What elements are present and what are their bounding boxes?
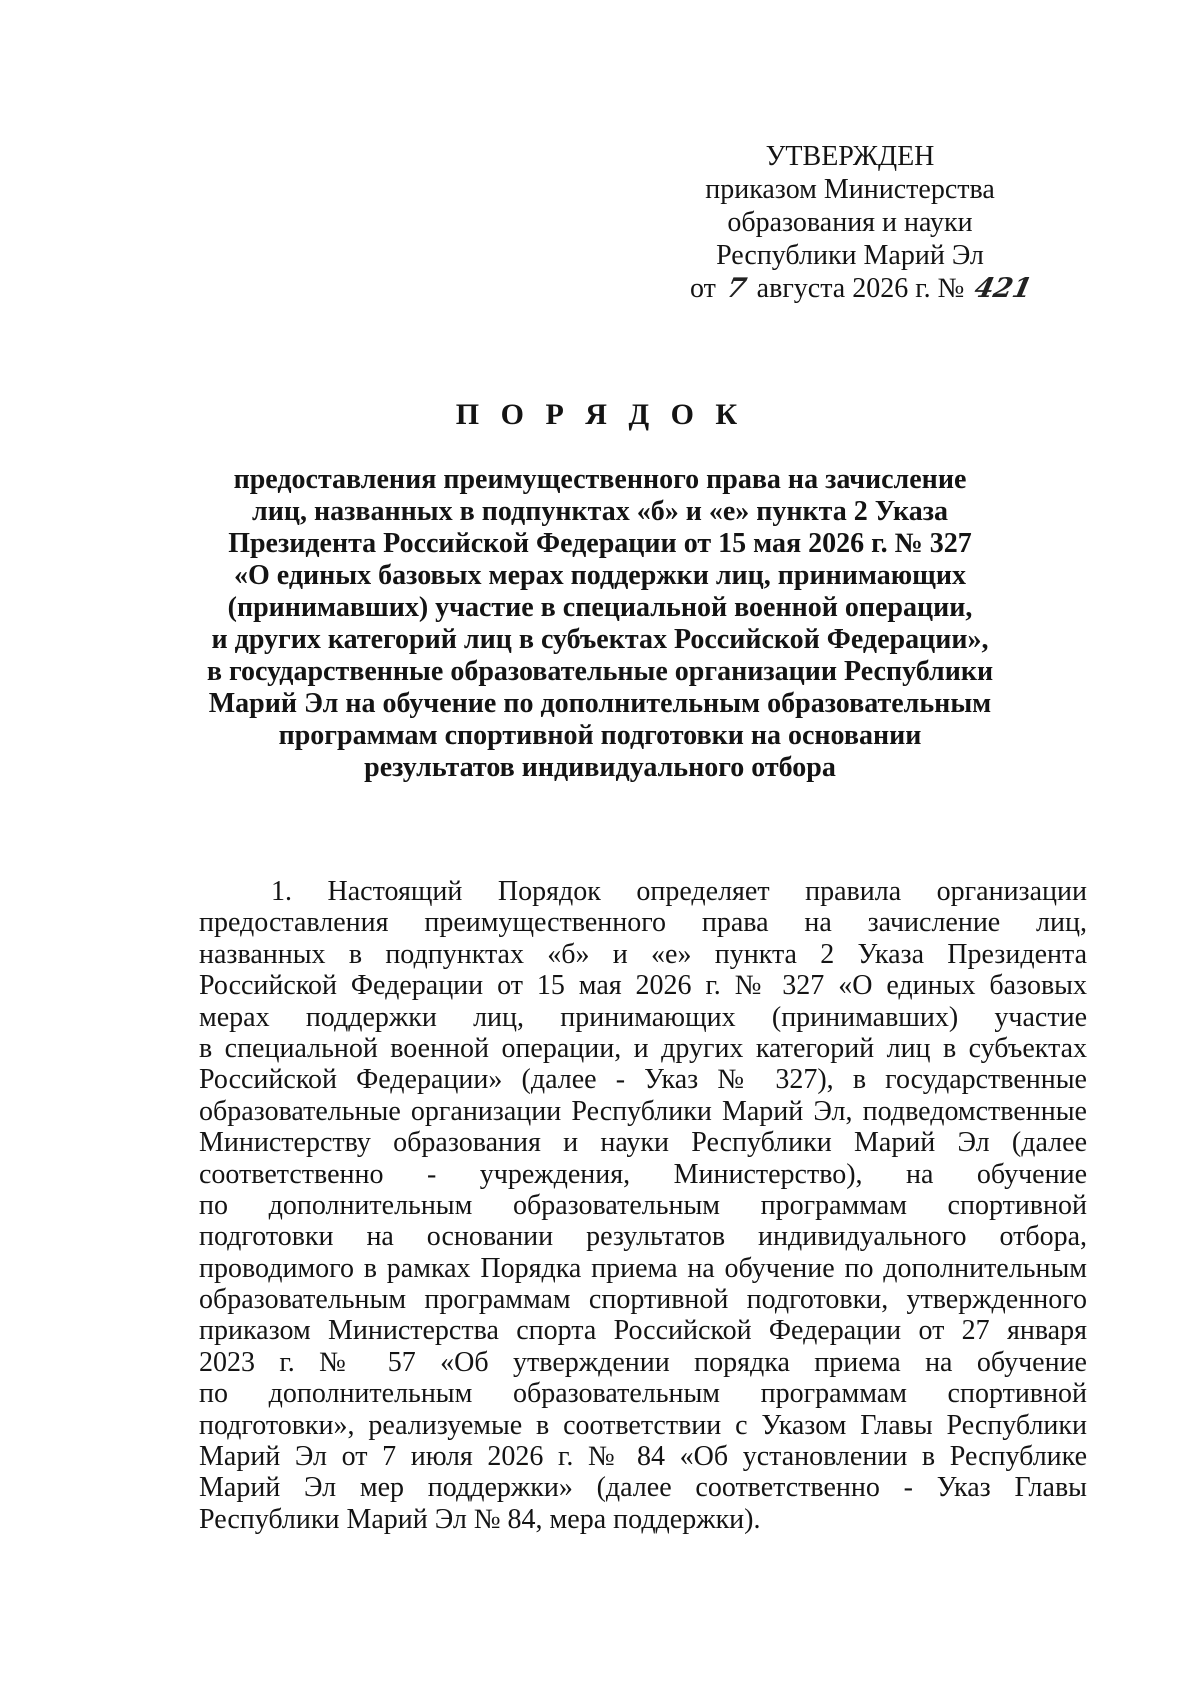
approval-line-3: Республики Марий Эл [716,240,984,271]
paragraph-line: проводимого в рамках Порядка приема на обучение по дополнительным [199,1252,1087,1284]
paragraph-line: Марий Эл мер поддержки» (далее соответственно - Указ Главы [199,1472,1087,1504]
approval-date-line [690,272,1035,305]
paragraph-line: приказом Министерства спорта Российской Федерации от 27 января [199,1315,1087,1347]
paragraph-line: предоставления преимущественного права на зачисление лиц, [199,907,1087,939]
subtitle-line: «О единых базовых мерах поддержки лиц, принимающих [234,560,966,591]
paragraph-line: Республики Марий Эл № 84, мера поддержки). [199,1503,761,1535]
subtitle-line: предоставления преимущественного права на зачисление [233,464,967,495]
subtitle-line: лиц, названных в подпунктах «б» и «е» пункта 2 Указа [252,496,948,527]
subtitle-line: Марий Эл на обучение по дополнительным образовательным [208,688,992,719]
paragraph-line: в специальной военной операции, и других категорий лиц в субъектах [199,1032,1087,1064]
paragraph-line: подготовки на основании результатов индивидуального отбора, [199,1221,1087,1253]
date-prefix: от [690,273,723,304]
paragraph-line: образовательным программам спортивной подготовки, утвержденного [199,1284,1087,1316]
paragraph-line: подготовки», реализуемые в соответствии с Указом Главы Республики [199,1409,1087,1441]
paragraph-line: Российской Федерации» (далее - Указ № 327), в государственные [199,1064,1087,1096]
handwritten-number: 421 [971,273,1035,304]
subtitle-line: и других категорий лиц в субъектах Российской Федерации», [211,624,989,655]
paragraph-line: названных в подпунктах «б» и «е» пункта 2 Указа Президента [199,938,1087,970]
document-title: П О Р Я Д О К [455,398,745,431]
date-suffix: августа 2026 г. № [749,273,972,304]
paragraph-line: Российской Федерации от 15 мая 2026 г. № 327 «О единых базовых [199,970,1087,1002]
paragraph-line: по дополнительным образовательным программам спортивной [199,1378,1087,1410]
approval-status: УТВЕРЖДЕН [765,141,935,172]
subtitle-line: Президента Российской Федерации от 15 мая 2026 г. № 327 [228,528,972,559]
subtitle-line: в государственные образовательные организации Республики [206,656,994,687]
paragraph-line: по дополнительным образовательным программам спортивной [199,1189,1087,1221]
paragraph-line: образовательные организации Республики Марий Эл, подведомственные [199,1095,1087,1127]
paragraph-line: 1. Настоящий Порядок определяет правила организации [271,876,1087,907]
subtitle-line: программам спортивной подготовки на основании [278,720,922,751]
document-subtitle [160,464,1040,784]
paragraph-line: мерах поддержки лиц, принимающих (принимавших) участие [199,1001,1087,1033]
subtitle-line: (принимавших) участие в специальной военной операции, [227,592,973,623]
handwritten-day: 7 [723,273,749,304]
approval-line-1: приказом Министерства [705,174,995,205]
paragraph-line: 2023 г. № 57 «Об утверждении порядка приема на обучение [199,1346,1087,1378]
approval-line-2: образования и науки [727,207,973,238]
paragraph-line: Марий Эл от 7 июля 2026 г. № 84 «Об установлении в Республике [199,1441,1087,1473]
subtitle-line: результатов индивидуального отбора [364,752,836,783]
paragraph-line: соответственно - учреждения, Министерство), на обучение [199,1158,1087,1190]
approval-block [690,140,1035,305]
paragraph-line: Министерству образования и науки Республики Марий Эл (далее [199,1127,1087,1159]
paragraph-1 [199,876,1087,1535]
